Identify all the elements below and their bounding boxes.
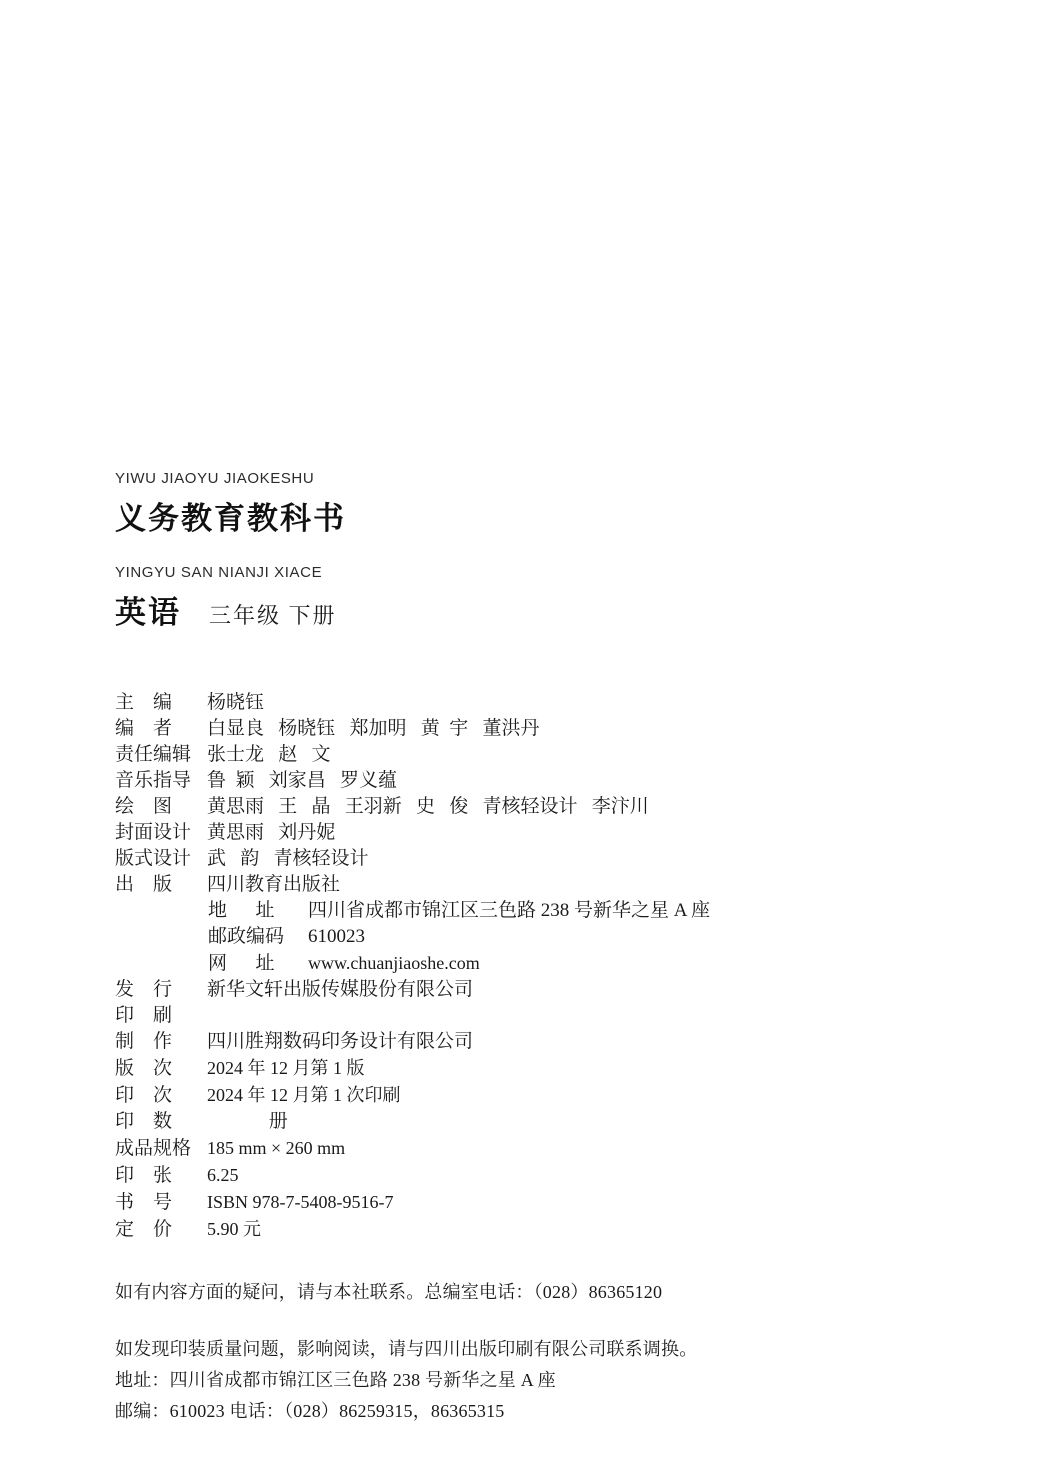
publisher-detail-label: 地 址 (208, 900, 275, 921)
credit-label: 成品规格 (115, 1138, 192, 1159)
credit-label: 印 数 (115, 1111, 173, 1132)
credit-label: 责任编辑 (115, 744, 192, 765)
credit-value: 2024 年 12 月第 1 版 (207, 1058, 365, 1078)
credit-value: 新华文轩出版传媒股份有限公司 (207, 979, 474, 1000)
credit-value: 武 韵 青核轻设计 (207, 848, 369, 869)
credit-row (115, 846, 935, 872)
credit-row (115, 1082, 935, 1109)
credit-value: 白显良 杨晓钰 郑加明 黄 宇 董洪丹 (207, 718, 540, 739)
credit-label: 印 张 (115, 1165, 173, 1186)
footer-notes (115, 1277, 935, 1427)
subject-title: 英语 (115, 595, 181, 630)
credit-label: 封面设计 (115, 822, 192, 843)
credit-label: 定 价 (115, 1219, 173, 1240)
content-note: 如有内容方面的疑问，请与本社联系。总编室电话：（028）86365120 (115, 1282, 663, 1302)
credit-row (115, 1029, 935, 1055)
publisher-detail-label: 邮政编码 (208, 926, 285, 947)
publisher-detail-value: 610023 (308, 926, 365, 947)
credit-label: 绘 图 (115, 796, 173, 817)
address-note: 地址：四川省成都市锦江区三色路 238 号新华之星 A 座 (115, 1370, 556, 1390)
credit-row (115, 1109, 935, 1135)
grade-volume: 三年级 下册 (209, 603, 337, 628)
credit-value: 2024 年 12 月第 1 次印刷 (207, 1085, 401, 1105)
series-title: 义务教育教科书 (115, 501, 346, 536)
credit-row (115, 1003, 935, 1029)
subject-pinyin: YINGYU SAN NIANJI XIACE (115, 564, 323, 581)
credit-value: 张士龙 赵 文 (207, 744, 331, 765)
credit-label: 发 行 (115, 979, 173, 1000)
credit-label: 书 号 (115, 1192, 173, 1213)
credit-value: 册 (207, 1111, 288, 1132)
credit-row (115, 872, 935, 898)
publisher-website-value: www.chuanjiaoshe.com (308, 953, 480, 973)
credit-row (115, 716, 935, 742)
credit-row (115, 820, 935, 846)
subject-line (115, 587, 935, 632)
credit-label: 主 编 (115, 692, 173, 713)
credit-row (115, 690, 935, 716)
copyright-content (115, 470, 935, 1427)
credit-row (115, 977, 935, 1003)
publisher-website-row (115, 950, 935, 977)
price-value: 5.90 元 (207, 1219, 261, 1239)
credit-row (115, 768, 935, 794)
credit-value: 185 mm × 260 mm (207, 1138, 346, 1158)
price-row (115, 1216, 935, 1243)
credit-row (115, 794, 935, 820)
credit-label: 编 者 (115, 718, 173, 739)
publisher-detail-row (115, 924, 935, 950)
isbn-row (115, 1189, 935, 1216)
credit-row (115, 1055, 935, 1082)
credit-row (115, 1162, 935, 1189)
credit-value: 黄思雨 刘丹妮 (207, 822, 336, 843)
credit-value: 杨晓钰 (207, 692, 265, 713)
credit-label: 制 作 (115, 1031, 173, 1052)
credit-label: 印 刷 (115, 1005, 173, 1026)
credit-label: 版式设计 (115, 848, 192, 869)
credit-label: 印 次 (115, 1085, 173, 1106)
isbn-value: ISBN 978-7-5408-9516-7 (207, 1192, 394, 1212)
publisher-detail-row (115, 898, 935, 924)
quality-note: 如发现印装质量问题，影响阅读，请与四川出版印刷有限公司联系调换。 (115, 1339, 698, 1359)
contact-note: 邮编：610023 电话：（028）86259315，86365315 (115, 1401, 505, 1421)
credit-row (115, 742, 935, 768)
credits-block (115, 690, 935, 1243)
credit-label: 版 次 (115, 1058, 173, 1079)
credit-value: 黄思雨 王 晶 王羽新 史 俊 青核轻设计 李汴川 (207, 796, 649, 817)
credit-row (115, 1135, 935, 1162)
publisher-detail-label: 网 址 (208, 953, 275, 974)
credit-value: 鲁 颖 刘家昌 罗义蕴 (207, 770, 398, 791)
credit-value: 6.25 (207, 1165, 239, 1185)
series-pinyin: YIWU JIAOYU JIAOKESHU (115, 470, 315, 487)
credit-value: 四川教育出版社 (207, 874, 341, 895)
credit-value: 四川胜翔数码印务设计有限公司 (207, 1031, 474, 1052)
credit-label: 出 版 (115, 874, 173, 895)
credit-label: 音乐指导 (115, 770, 192, 791)
publisher-detail-value: 四川省成都市锦江区三色路 238 号新华之星 A 座 (308, 900, 711, 921)
